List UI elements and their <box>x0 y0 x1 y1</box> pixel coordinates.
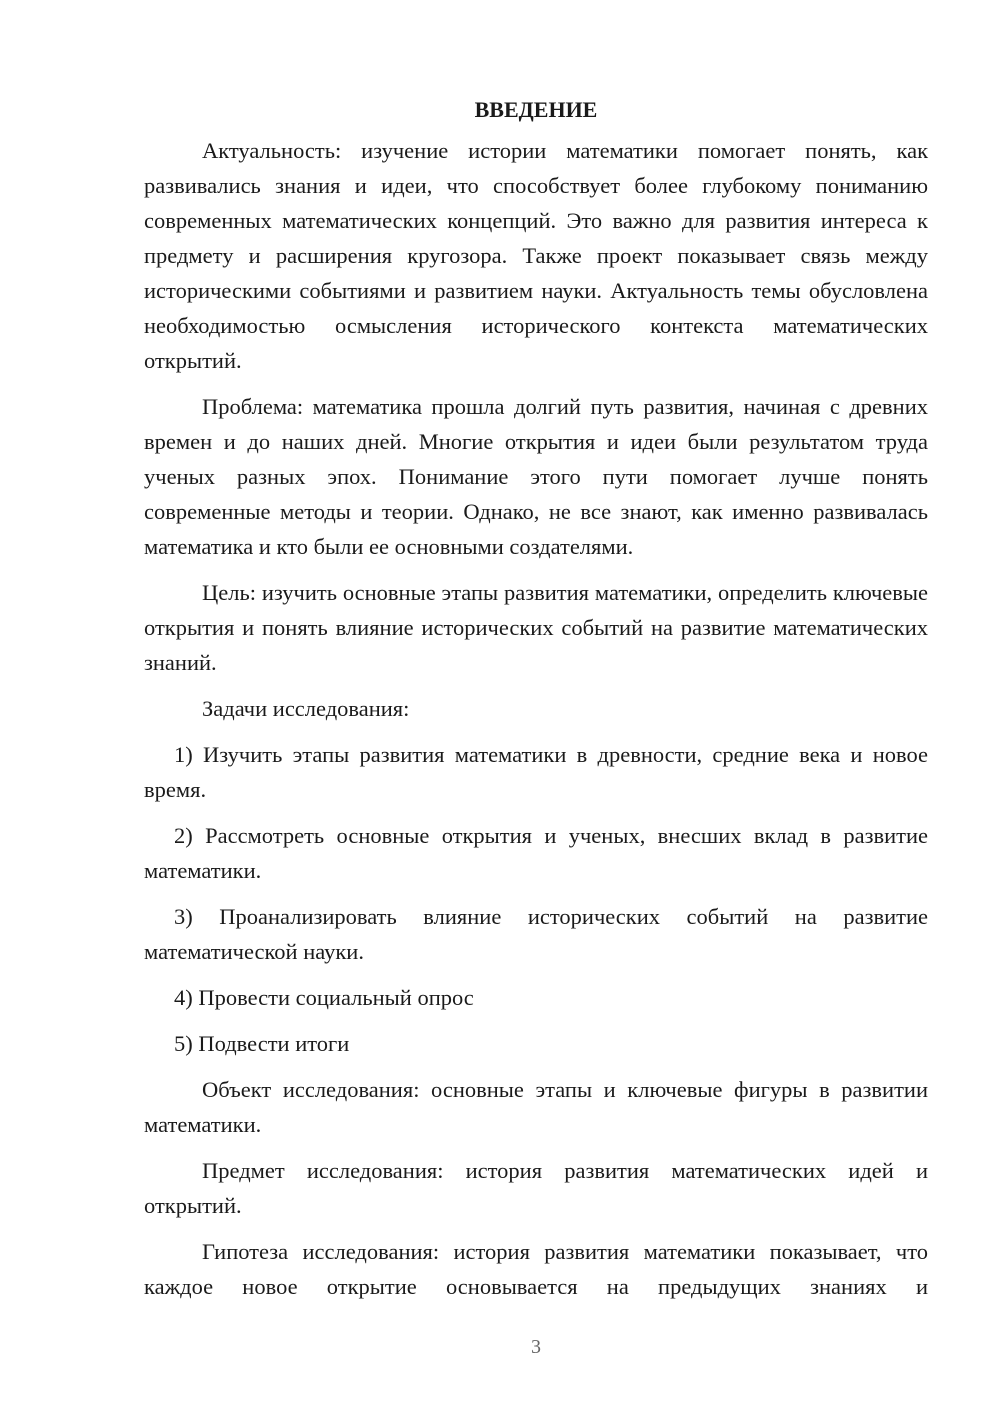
problem-paragraph: Проблема: математика прошла долгий путь развития, начиная с древних времен и до наших дней. Многие открытия и идеи были результатом труда ученых разных эпох. Понимание этого пути помогает лучше понять современные методы и теории. Однако, не все знают, как именно развивалась математика и кто были ее основными создателями. <box>144 394 928 559</box>
subject-paragraph: Предмет исследования: история развития математических идей и открытий. <box>144 1158 928 1218</box>
task-item-1: 1) Изучить этапы развития математики в древности, средние века и новое время. <box>144 742 928 802</box>
object-paragraph: Объект исследования: основные этапы и ключевые фигуры в развитии математики. <box>144 1077 928 1137</box>
section-title: ВВЕДЕНИЕ <box>474 97 598 122</box>
page-number: 3 <box>531 1336 541 1358</box>
task-item-2: 2) Рассмотреть основные открытия и ученых, внесших вклад в развитие математики. <box>144 823 928 883</box>
task-item-3: 3) Проанализировать влияние исторических событий на развитие математической науки. <box>144 904 928 964</box>
relevance-paragraph: Актуальность: изучение истории математики помогает понять, как развивались знания и идеи, что способствует более глубокому пониманию современных математических концепций. Это важно для развития интереса к предмету и расширения кругозора. Также проект показывает связь между историческими событиями и развитием науки. Актуальность темы обусловлена необходимостью осмысления исторического контекста математических открытий. <box>144 138 928 373</box>
task-item-5: 5) Подвести итоги <box>174 1031 350 1056</box>
task-item-4: 4) Провести социальный опрос <box>174 985 474 1010</box>
document-page <box>144 92 928 1315</box>
hypothesis-paragraph: Гипотеза исследования: история развития математики показывает, что каждое новое открытие основывается на предыдущих знаниях и <box>144 1239 928 1299</box>
tasks-heading: Задачи исследования: <box>202 696 410 721</box>
goal-paragraph: Цель: изучить основные этапы развития математики, определить ключевые открытия и понять влияние исторических событий на развитие математических знаний. <box>144 580 928 675</box>
